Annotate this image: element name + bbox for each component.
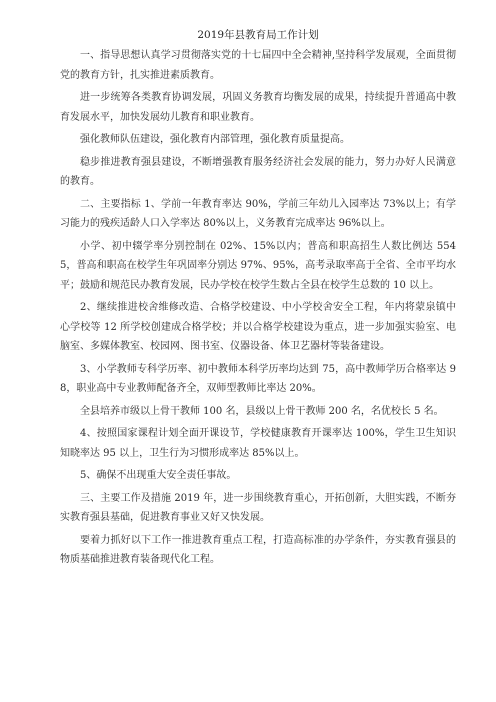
paragraph-main-work: 三、主要工作及措施 2019 年，进一步围绕教育重心，开拓创新，大胆实践，不断夯实教育强县基础，促进教育事业又好又快发展。 [60,492,456,523]
paragraph-coordinated-development: 进一步统筹各类教育协调发展，巩固义务教育均衡发展的成果，持续提升普通高中教育发展水平，加快发展幼儿教育和职业教育。 [60,92,456,123]
paragraph-guiding-ideology: 一、指导思想认真学习贯彻落实党的十七届四中全会精神,坚持科学发展观，全面贯彻党的教育方针，扎实推进素质教育。 [60,50,456,81]
paragraph-curriculum-health: 4、按照国家课程计划全面开课设节，学校健康教育开课率达 100%，学生卫生知识知晓率达 95 以上，卫生行为习惯形成率达 85%以上。 [60,428,456,459]
paragraph-school-construction: 2、继续推进校舍维修改造、合格学校建设、中小学校舍安全工程，年内将蒙泉镇中心学校等 12 所学校创建成合格学校；并以合格学校建设为重点，进一步加强实验室、电脑室、多媒体教室、校园网、图书室、仪器设备、体卫艺器材等装备建设。 [60,302,456,352]
paragraph-strong-county: 稳步推进教育强县建设，不断增强教育服务经济社会发展的能力，努力办好人民满意的教育。 [60,156,456,187]
paragraph-main-indicators: 二、主要指标 1、学前一年教育率达 90%，学前三年幼儿入园率达 73%以上；有学习能力的残疾适龄人口入学率达 80%以上，义务教育完成率达 96%以上。 [60,198,456,229]
paragraph-safety: 5、确保不出现重大安全责任事故。 [80,470,237,481]
paragraph-teacher-qualifications: 3、小学教师专科学历率、初中教师本科学历率均达到 75，高中教师学历合格率达 98，职业高中专业教师配备齐全，双师型教师比率达 20%。 [60,363,456,394]
document-title: 2019年县教育局工作计划 [197,29,319,41]
paragraph-key-projects: 要着力抓好以下工作一推进教育重点工程，打造高标准的办学条件，夯实教育强县的物质基础推进教育装备现代化工程。 [60,534,456,565]
paragraph-dropout-rates: 小学、初中辍学率分别控制在 02%、15%以内；普高和职高招生人数比例达 5545，普高和职高在校学生年巩固率分别达 97%、95%，高考录取率高于全省、全市平均水平；鼓励和规范民办教育发展，民办学校在校学生数占全县在校学生总数的 10 以上。 [60,240,456,291]
paragraph-teacher-team: 强化教师队伍建设，强化教育内部管理，强化教育质量提高。 [80,134,350,145]
paragraph-backbone-teachers: 全县培养市级以上骨干教师 100 名，县级以上骨干教师 200 名，名优校长 5 名。 [80,405,444,417]
